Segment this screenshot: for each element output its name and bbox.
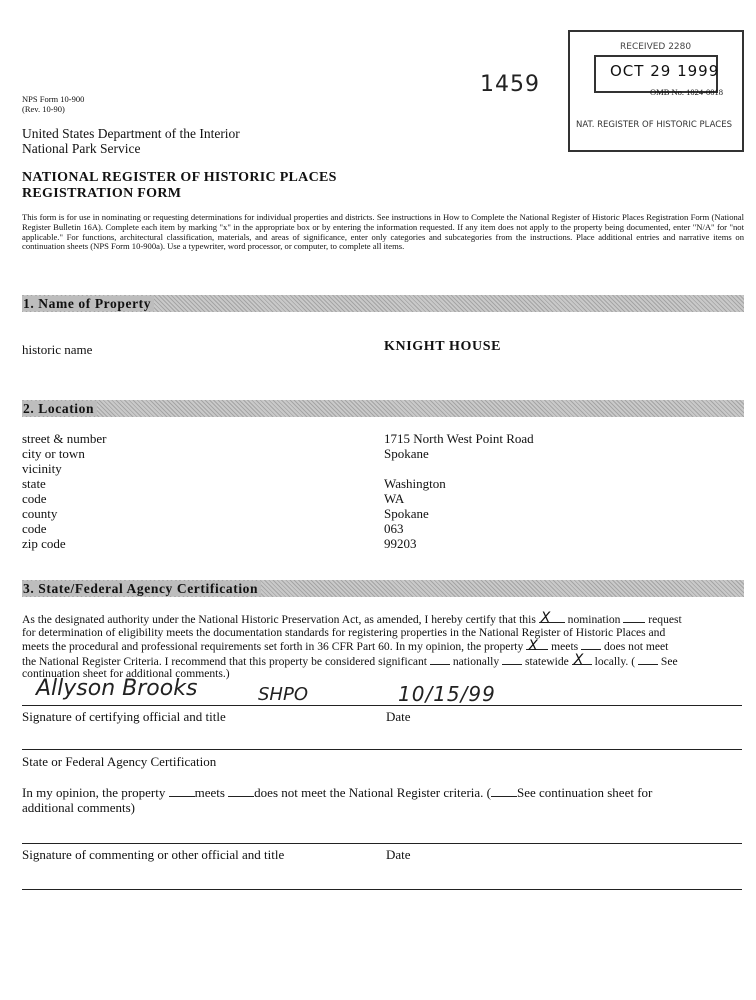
location-label-state-code: code [22,491,47,506]
date-label-2: Date [386,847,411,862]
opinion-paragraph [22,785,752,815]
location-value-state: Washington [384,476,446,491]
opinion-text-not-meet: does not meet the National Register criteria. ( [254,785,491,800]
cert-text-does-not-meet: does not meet [604,640,669,654]
form-revision: (Rev. 10-90) [22,104,65,114]
cert-text-nomination: nomination [567,613,621,626]
statewide-blank [502,654,522,665]
opinion-not-meet-blank [228,786,254,797]
nationally-blank [430,654,450,665]
stamp-omb: OMB No. 1024-0018 [650,87,723,97]
historic-name-value: KNIGHT HOUSE [384,339,502,354]
opinion-text-meets: meets [194,785,225,800]
opinion-text-1: In my opinion, the property [22,785,166,800]
location-label-city: city or town [22,446,85,461]
stamp-received: RECEIVED 2280 [620,42,692,52]
nomination-mark: X [540,610,551,627]
opinion-text-see: See continuation sheet for [516,785,653,800]
cert-text-5: continuation sheet for additional comments.) [22,667,230,681]
cert-text-request: request [648,613,682,626]
location-label-street: street & number [22,431,107,446]
department-name: United States Department of the Interior [22,126,240,141]
meets-blank [526,637,548,654]
form-title: NATIONAL REGISTER OF HISTORIC PLACES [22,170,337,185]
agency-certification-label: State or Federal Agency Certification [22,754,217,769]
stamp-nat-register: NAT. REGISTER OF HISTORIC PLACES [576,120,732,130]
bottom-line [22,889,742,890]
signature-line-2 [22,843,742,844]
certifying-signature: Allyson Brooks [36,676,198,701]
opinion-text-2: additional comments) [22,800,136,815]
location-label-state: state [22,476,46,491]
section1-bar [22,295,744,312]
location-value-state-code: WA [384,491,405,506]
cert-text-locally: locally. ( [594,654,636,668]
location-value-county: Spokane [384,506,429,521]
see-blank [638,654,658,665]
certification-paragraph [22,612,744,681]
received-stamp [568,30,744,152]
signature-label-2: Signature of commenting or other official and title [22,847,285,862]
location-label-zip: zip code [22,536,66,551]
meets-mark: X [528,637,538,654]
agency-line [22,749,742,750]
historic-name-label: historic name [22,342,93,357]
signature-line-1 [22,705,742,706]
location-label-vicinity: vicinity [22,461,62,476]
section3-heading: 3. State/Federal Agency Certification [22,581,261,596]
location-label-county: county [22,506,58,521]
cert-text-2: for determination of eligibility meets the documentation standards for registering properties in the National Register of Historic Places and [22,625,666,639]
service-name: National Park Service [22,141,141,156]
certifying-signature-date: 10/15/99 [398,682,496,706]
instructions-text: This form is for use in nominating or requesting determinations for individual properties and districts. See instructions in How to Complete the National Register of Historic Places Registration Form (National Register Bulletin 16A). Complete each item by marking "x" in the appropriate box or by entering the information requested. If any item does not apply to the property being documented, enter "N/A" for "not applicable." For functions, architectural classification, materials, and areas of significance, enter only categories and subcategories from the instructions. Place additional entries and narrative items on continuation sheets (NPS Form 10-900a). Use a typewriter, word processor, or computer, to complete all items. [22,212,744,252]
cert-text-meets: meets [551,640,579,654]
section2-heading: 2. Location [22,401,97,416]
cert-text-1: As the designated authority under the National Historic Preservation Act, as amended, I hereby certify that this [22,613,536,626]
signature-label-1: Signature of certifying official and title [22,709,226,724]
cert-text-see: See [660,654,678,668]
cert-text-nationally: nationally [452,654,500,668]
form-number: NPS Form 10-900 [22,94,85,104]
location-value-zip: 99203 [384,536,417,551]
section3-bar [22,580,744,597]
cert-text-3: meets the procedural and professional requirements set forth in 36 CFR Part 60. In my opinion, the property [22,640,524,654]
does-not-meet-blank [581,639,601,650]
opinion-meets-blank [169,786,195,797]
location-value-street: 1715 North West Point Road [384,431,534,446]
section2-bar [22,400,744,417]
location-value-county-code: 063 [384,521,404,536]
stamp-date: OCT 29 1999 [610,62,720,80]
cert-text-4: the National Register Criteria. I recommend that this property be considered significant [22,654,428,668]
locally-mark: X [573,652,584,669]
handwritten-number: 1459 [480,72,540,97]
location-label-county-code: code [22,521,47,536]
opinion-see-blank [491,786,517,797]
cert-text-statewide: statewide [525,654,569,668]
locally-blank [572,652,592,669]
section1-heading: 1. Name of Property [22,296,154,311]
request-blank [623,612,645,623]
nomination-blank [539,610,565,627]
location-value-city: Spokane [384,446,429,461]
form-subtitle: REGISTRATION FORM [22,186,182,201]
date-label-1: Date [386,709,411,724]
certifying-signature-title: SHPO [258,684,308,705]
